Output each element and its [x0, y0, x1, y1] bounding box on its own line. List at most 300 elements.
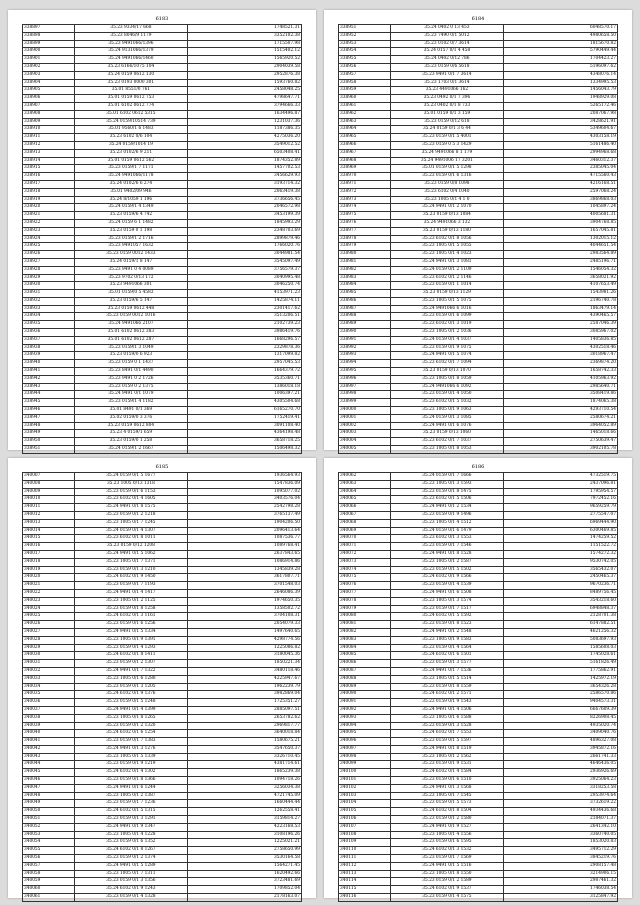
coordinate-cell: 35.23 0159 0/1 2 1320 [74, 722, 188, 730]
value-cell: 2994968.68 [504, 149, 618, 157]
table-row [339, 134, 618, 142]
table-row [339, 430, 618, 438]
row-id-cell: 338947 [23, 414, 75, 422]
coordinate-cell: 35.23 0159 0/1 7 1193 [74, 582, 188, 590]
coordinate-cell: 35.23 0159 0/1 4 1293 [74, 644, 188, 652]
row-id-cell: 338941 [23, 368, 75, 376]
row-id-cell: 338955 [339, 56, 391, 64]
value-cell: 1045897.24 [504, 204, 618, 212]
coordinate-cell: 35.23 0159 0/1 7 1569 [390, 855, 504, 863]
value-cell: 4621256.32 [504, 628, 618, 636]
table-row [23, 496, 302, 504]
value-cell: 3214906.15 [504, 870, 618, 878]
coordinate-cell: 35.24 0159/10514 739 [74, 118, 188, 126]
table-row [23, 110, 302, 118]
coordinate-cell: 35.23 9491 0 4 0089 [74, 266, 188, 274]
coordinate-cell: 35.01 0159 0612 562 [74, 157, 188, 165]
row-id-cell: 338948 [23, 422, 75, 430]
value-cell: 4275036.20 [188, 134, 302, 142]
value-cell: 6147882.51 [504, 621, 618, 629]
value-cell: 3617807.71 [188, 574, 302, 582]
row-id-cell: 338937 [23, 336, 75, 344]
coordinate-cell: 35.23 0159 0/1 6 1316 [390, 173, 504, 181]
row-id-cell: 338984 [339, 282, 391, 290]
row-id-cell: 338976 [339, 219, 391, 227]
document-page-4 [324, 458, 632, 898]
table-row [23, 480, 302, 488]
value-cell: 1425972.19 [504, 675, 618, 683]
table-row [23, 745, 302, 753]
table-row [339, 329, 618, 337]
row-id-cell: 340078 [339, 597, 391, 605]
coordinate-cell: 35.24 6102 0/1 4 1302 [74, 769, 188, 777]
row-id-cell: 340080 [339, 613, 391, 621]
value-cell: 2542798.28 [188, 504, 302, 512]
coordinate-cell: 35.23 1005 0/1 5 1339 [74, 753, 188, 761]
row-id-cell: 338960 [339, 95, 391, 103]
coordinate-table [22, 24, 302, 454]
value-cell: 3508419.86 [504, 391, 618, 399]
coordinate-cell: 35.01 9560/1 6 1483 [74, 126, 188, 134]
table-row [339, 550, 618, 558]
row-id-cell: 340034 [23, 683, 75, 691]
value-cell: 3428621.91 [504, 118, 618, 126]
row-id-cell: 340082 [339, 628, 391, 636]
coordinate-cell: 35.23 0159 0/1 3 1528 [390, 722, 504, 730]
coordinate-cell: 35.23 0159 0/1 7 1236 [74, 800, 188, 808]
row-id-cell: 340059 [23, 878, 75, 886]
coordinate-cell: 35.24 9491 0/1 6 1076 [390, 422, 504, 430]
value-cell: 1262558.41 [188, 808, 302, 816]
row-id-cell: 340016 [23, 543, 75, 551]
document-page-3 [8, 458, 316, 898]
coordinate-cell: 35.23 7490 0/1 5012 [390, 32, 504, 40]
row-id-cell: 338995 [339, 368, 391, 376]
coordinate-cell: 35.01 6102 0612 287 [74, 336, 188, 344]
table-row [339, 699, 618, 707]
value-cell: 2348703.69 [188, 227, 302, 235]
value-cell: 3654326.28 [504, 683, 618, 691]
row-id-cell: 340024 [23, 605, 75, 613]
row-id-cell: 338950 [23, 438, 75, 446]
value-cell: 1089768.41 [188, 543, 302, 551]
row-id-cell: 340041 [23, 738, 75, 746]
table-row [23, 831, 302, 839]
table-row [339, 714, 618, 722]
row-id-cell: 340002 [339, 422, 391, 430]
row-id-cell: 340103 [339, 792, 391, 800]
row-id-cell: 338917 [23, 180, 75, 188]
table-row [23, 894, 302, 902]
row-id-cell: 340023 [23, 597, 75, 605]
table-row [339, 675, 618, 683]
coordinate-cell: 35.24 0102/6 6 274 [74, 180, 188, 188]
row-id-cell: 338934 [23, 313, 75, 321]
row-id-cell: 340010 [23, 496, 75, 504]
coordinate-cell: 35.24 9491 0/1 4 1399 [74, 706, 188, 714]
table-row [23, 399, 302, 407]
value-cell: 1456043.79 [504, 87, 618, 95]
table-row [23, 282, 302, 290]
value-cell: 3530164.58 [188, 855, 302, 863]
value-cell: 1668296.57 [188, 336, 302, 344]
coordinate-cell: 35.24 9491066/1178 [74, 173, 188, 181]
row-id-cell: 340112 [339, 862, 391, 870]
row-id-cell: 340054 [23, 839, 75, 847]
value-cell: 1658742.33 [504, 368, 618, 376]
coordinate-cell: 35.23 4 0159/1 659 [74, 430, 188, 438]
value-cell: 1766020.76 [188, 243, 302, 251]
row-id-cell: 338919 [23, 196, 75, 204]
value-cell: 4980658.50 [504, 32, 618, 40]
row-id-cell: 338974 [339, 204, 391, 212]
coordinate-cell: 35.23 0159/6 4 742 [74, 212, 188, 220]
table-row [23, 321, 302, 329]
table-row [339, 375, 618, 383]
row-id-cell: 338931 [23, 290, 75, 298]
table-row [339, 383, 618, 391]
coordinate-cell: 35.23 1005 0/1 5 1075 [390, 297, 504, 305]
row-id-cell: 340035 [23, 691, 75, 699]
table-row [23, 165, 302, 173]
row-id-cell: 338933 [23, 305, 75, 313]
table-row [23, 375, 302, 383]
table-row [23, 558, 302, 566]
row-id-cell: 338900 [23, 48, 75, 56]
table-row [339, 667, 618, 675]
table-row [339, 511, 618, 519]
value-cell: 3180045.36 [188, 652, 302, 660]
coordinate-cell: 35.23 1005 0/1 8 1059 [390, 375, 504, 383]
row-id-cell: 340028 [23, 636, 75, 644]
value-cell: 1547836.09 [188, 480, 302, 488]
value-cell: 2653782.62 [188, 714, 302, 722]
coordinate-cell: 35.23 0159 0/13 1070 [390, 368, 504, 376]
table-row [23, 769, 302, 777]
coordinate-cell: 35.23 0159 0/1 6 1153 [74, 488, 188, 496]
value-cell: 1593760.82 [188, 79, 302, 87]
value-cell: 3513206.51 [188, 313, 302, 321]
coordinate-cell: 35.24 9131066/1379 [74, 48, 188, 56]
row-id-cell: 338967 [339, 149, 391, 157]
table-row [339, 126, 618, 134]
coordinate-cell: 35.23 0159 0/1 7 1517 [390, 605, 504, 613]
row-id-cell: 340021 [23, 582, 75, 590]
coordinate-table [22, 472, 302, 902]
table-row [23, 777, 302, 785]
row-id-cell: 340083 [339, 636, 391, 644]
row-id-cell: 340081 [339, 621, 391, 629]
row-id-cell: 340050 [23, 808, 75, 816]
table-row [23, 675, 302, 683]
row-id-cell: 338936 [23, 329, 75, 337]
table-row [23, 761, 302, 769]
page-title: 6183 [155, 16, 169, 22]
coordinate-cell: 35.24 9491 0/1 5 1289 [74, 862, 188, 870]
row-id-cell: 340069 [339, 527, 391, 535]
table-row [339, 87, 618, 95]
table-row [339, 204, 618, 212]
value-cell: 5349604.67 [504, 126, 618, 134]
row-id-cell: 338957 [339, 71, 391, 79]
table-row [339, 652, 618, 660]
table-row [23, 196, 302, 204]
value-cell: 2987461.32 [504, 878, 618, 886]
row-id-cell: 338907 [23, 102, 75, 110]
row-id-cell: 340096 [339, 738, 391, 746]
row-id-cell: 340063 [339, 480, 391, 488]
value-cell: 4223168.53 [188, 823, 302, 831]
row-id-cell: 340102 [339, 784, 391, 792]
coordinate-cell: 35.24 0402 0 13 453 [390, 25, 504, 33]
coordinate-cell: 35.01 6102 0612 774 [74, 102, 188, 110]
table-row [23, 227, 302, 235]
value-cell: 4381714.61 [188, 761, 302, 769]
value-cell: 4364198.48 [188, 430, 302, 438]
row-id-cell: 340043 [23, 753, 75, 761]
table-row [23, 40, 302, 48]
value-cell: 1746038.54 [504, 886, 618, 894]
coordinate-cell: 35.01 8551/0 761 [74, 87, 188, 95]
coordinate-cell: 35.23 1005 0/1 8 1550 [390, 870, 504, 878]
row-id-cell: 340090 [339, 691, 391, 699]
value-cell: 2952876.38 [188, 71, 302, 79]
coordinate-cell: 35.23 0159 0/1 2 1307 [74, 660, 188, 668]
row-id-cell: 340022 [23, 589, 75, 597]
value-cell: 4715560.43 [504, 173, 618, 181]
value-cell: 6969444.90 [504, 519, 618, 527]
coordinate-cell: 35.23 0159 0/1 5 1573 [390, 800, 504, 808]
table-row [23, 118, 302, 126]
coordinate-cell: 35.23 1005 0/1 8 1053 [390, 446, 504, 454]
table-row [339, 235, 618, 243]
table-row [23, 621, 302, 629]
value-cell: 6667609.39 [504, 706, 618, 714]
coordinate-cell: 35.23 0159 0/1 4 1539 [390, 582, 504, 590]
coordinate-cell: 35.24 9491 0/1 5 1516 [390, 862, 504, 870]
table-row [339, 25, 618, 33]
table-row [23, 212, 302, 220]
table-row [23, 870, 302, 878]
table-row [339, 118, 618, 126]
table-row [23, 407, 302, 415]
coordinate-cell: 35.23 6102 0/1 2 1146 [390, 274, 504, 282]
table-row [339, 862, 618, 870]
row-id-cell: 340053 [23, 831, 75, 839]
row-id-cell: 340087 [339, 667, 391, 675]
value-cell: 4896327.08 [504, 738, 618, 746]
coordinate-cell: 35.23 1005 0/1 5 1514 [390, 675, 504, 683]
value-cell: 2369874.20 [504, 360, 618, 368]
row-id-cell: 340005 [339, 446, 391, 454]
value-cell: 4390465.57 [504, 313, 618, 321]
row-id-cell: 340091 [339, 699, 391, 707]
coordinate-cell: 35.23 0159 0/1 3 1577 [390, 660, 504, 668]
coordinate-cell: 35.23 1005 0/1 7 1545 [390, 792, 504, 800]
coordinate-cell: 35.23 6102 0/1 3 1553 [390, 535, 504, 543]
table-row [339, 753, 618, 761]
row-id-cell: 338916 [23, 173, 75, 181]
value-cell: 1386018.18 [188, 383, 302, 391]
table-row [23, 823, 302, 831]
coordinate-cell: 35.23 0159 0/1 6 1352 [74, 839, 188, 847]
value-cell: 3736656.45 [188, 196, 302, 204]
value-cell: 1936564.93 [188, 473, 302, 481]
coordinate-cell: 35.24 0159 0/1 2 1109 [390, 266, 504, 274]
row-id-cell: 338985 [339, 290, 391, 298]
coordinate-cell: 35.23 1703 0/1 3614 [390, 79, 504, 87]
table-row [339, 527, 618, 535]
row-id-cell: 338914 [23, 157, 75, 165]
value-cell: 2102739.23 [188, 321, 302, 329]
coordinate-cell: 35.23 1005 0/1 7 1311 [74, 870, 188, 878]
table-row [23, 149, 302, 157]
table-row [339, 266, 618, 274]
table-row [23, 636, 302, 644]
value-cell: 4005681.31 [504, 212, 618, 220]
row-id-cell: 338951 [23, 446, 75, 454]
table-row [23, 511, 302, 519]
value-cell: 3535360.71 [188, 375, 302, 383]
table-row [339, 878, 618, 886]
table-row [339, 706, 618, 714]
coordinate-cell: 35.23 0402 0/1 8 733 [390, 102, 504, 110]
coordinate-cell: 35.23 1005 0/1 9 1063 [390, 407, 504, 415]
coordinate-cell: 35.24 6102 0/1 6 1254 [74, 730, 188, 738]
coordinate-cell: 35.23 0159/6 5 147 [74, 297, 188, 305]
table-row [23, 753, 302, 761]
row-id-cell: 338905 [23, 87, 75, 95]
table-row [23, 667, 302, 675]
coordinate-cell: 35.23 0159 0012 1016 [74, 313, 188, 321]
value-cell: 9659259.79 [504, 504, 618, 512]
value-cell: 2301417.62 [188, 305, 302, 313]
table-row [339, 149, 618, 157]
table-row [339, 438, 618, 446]
coordinate-cell: 35.24 6102 0/1 9 1243 [74, 886, 188, 894]
row-id-cell: 340110 [339, 847, 391, 855]
value-cell: 3756579.37 [188, 266, 302, 274]
table-row [23, 644, 302, 652]
coordinate-cell: 35.24 9491 0/1 8 1528 [390, 550, 504, 558]
coordinate-cell: 35.01 6102 0612 383 [74, 329, 188, 337]
value-cell: 1465018.66 [504, 430, 618, 438]
value-cell: 3018967.47 [504, 352, 618, 360]
table-row [339, 243, 618, 251]
value-cell: 1225021.21 [188, 839, 302, 847]
row-id-cell: 340070 [339, 535, 391, 543]
value-cell: 1334995.53 [504, 79, 618, 87]
value-cell: 4105963.92 [504, 375, 618, 383]
coordinate-cell: 35.24 0159 6 1 1482 [74, 219, 188, 227]
coordinate-cell: 35.23 1005 0/1 7 1245 [74, 519, 188, 527]
coordinate-cell: 35.23 0159 0/1 2 1589 [390, 878, 504, 886]
row-id-cell: 340056 [23, 855, 75, 863]
row-id-cell: 338897 [23, 25, 75, 33]
coordinate-cell: 35.24 6102 0/1 3 1161 [74, 613, 188, 621]
coordinate-cell: 35.24 9491 0/1 6 1508 [390, 589, 504, 597]
coordinate-cell: 35.24 9491066/1460 [74, 56, 188, 64]
table-row [23, 488, 302, 496]
value-cell: 3547650.37 [188, 745, 302, 753]
page-title: 6186 [471, 464, 485, 470]
table-row [339, 227, 618, 235]
table-row [339, 321, 618, 329]
table-row [339, 855, 618, 863]
row-id-cell: 340047 [23, 784, 75, 792]
table-row [339, 870, 618, 878]
table-row [23, 219, 302, 227]
value-cell: 1574272.32 [504, 550, 618, 558]
coordinate-cell: 35.24 9491066 2107 [74, 321, 188, 329]
table-row [339, 71, 618, 79]
table-row [23, 71, 302, 79]
value-cell: 5083697.93 [504, 636, 618, 644]
coordinate-cell: 35.24 0159 0/1 3 6 44 [390, 126, 504, 134]
value-cell: 2899879.46 [188, 235, 302, 243]
coordinate-cell: 35.23 6102 0/1 8 1011 [74, 535, 188, 543]
coordinate-cell: 35.24 9491 0/1 4 1506 [390, 706, 504, 714]
coordinate-cell: 35.23 0159 0/1 3 1291 [74, 816, 188, 824]
coordinate-cell: 35.23 0159 0/1 4 1575 [390, 894, 504, 902]
table-row [23, 243, 302, 251]
row-id-cell: 340086 [339, 660, 391, 668]
row-id-cell: 340077 [339, 589, 391, 597]
table-row [339, 488, 618, 496]
table-row [339, 660, 618, 668]
value-cell: 5790449.44 [504, 48, 618, 56]
table-row [23, 519, 302, 527]
coordinate-cell: 35.23 0159 0/1 8 1523 [390, 621, 504, 629]
coordinate-cell: 35.23 0159 0/1 5 1597 [390, 738, 504, 746]
coordinate-cell: 35.24 0159/1 2 1667 [74, 446, 188, 454]
value-cell: 3701548.03 [188, 582, 302, 590]
table-row [339, 597, 618, 605]
coordinate-cell: 35.23 0159 0/1 2 1580 [390, 816, 504, 824]
table-row [23, 722, 302, 730]
value-cell: 1515402.12 [188, 48, 302, 56]
table-row [23, 329, 302, 337]
table-row [23, 628, 302, 636]
value-cell: 4646436.05 [504, 761, 618, 769]
row-id-cell: 340011 [23, 504, 75, 512]
table-row [23, 391, 302, 399]
row-id-cell: 340106 [339, 816, 391, 824]
coordinate-cell: 35.24 6102 0/1 9 1376 [74, 691, 188, 699]
row-id-cell: 340099 [339, 761, 391, 769]
row-id-cell: 340114 [339, 878, 391, 886]
table-row [23, 730, 302, 738]
table-row [339, 808, 618, 816]
row-id-cell: 338944 [23, 391, 75, 399]
value-cell: 1345839.28 [188, 566, 302, 574]
value-cell: 1850221.34 [188, 660, 302, 668]
coordinate-cell: 35.01 0159 0612 753 [74, 95, 188, 103]
value-cell: 3091108.40 [188, 422, 302, 430]
row-id-cell: 338963 [339, 118, 391, 126]
coordinate-cell: 35.23 0159 0/1 6 1595 [390, 839, 504, 847]
table-row [23, 582, 302, 590]
table-row [339, 56, 618, 64]
row-id-cell: 340104 [339, 800, 391, 808]
coordinate-cell: 35.23 6166/1075 104 [74, 63, 188, 71]
coordinate-cell: 35.23 0159 0/1 6 1256 [74, 621, 188, 629]
row-id-cell: 338990 [339, 329, 391, 337]
coordinate-cell: 35.23 1005 0/1 3 1574 [390, 597, 504, 605]
row-id-cell: 340038 [23, 714, 75, 722]
row-id-cell: 340052 [23, 823, 75, 831]
coordinate-cell: 35.23 0159 0/1 5 1502 [390, 566, 504, 574]
